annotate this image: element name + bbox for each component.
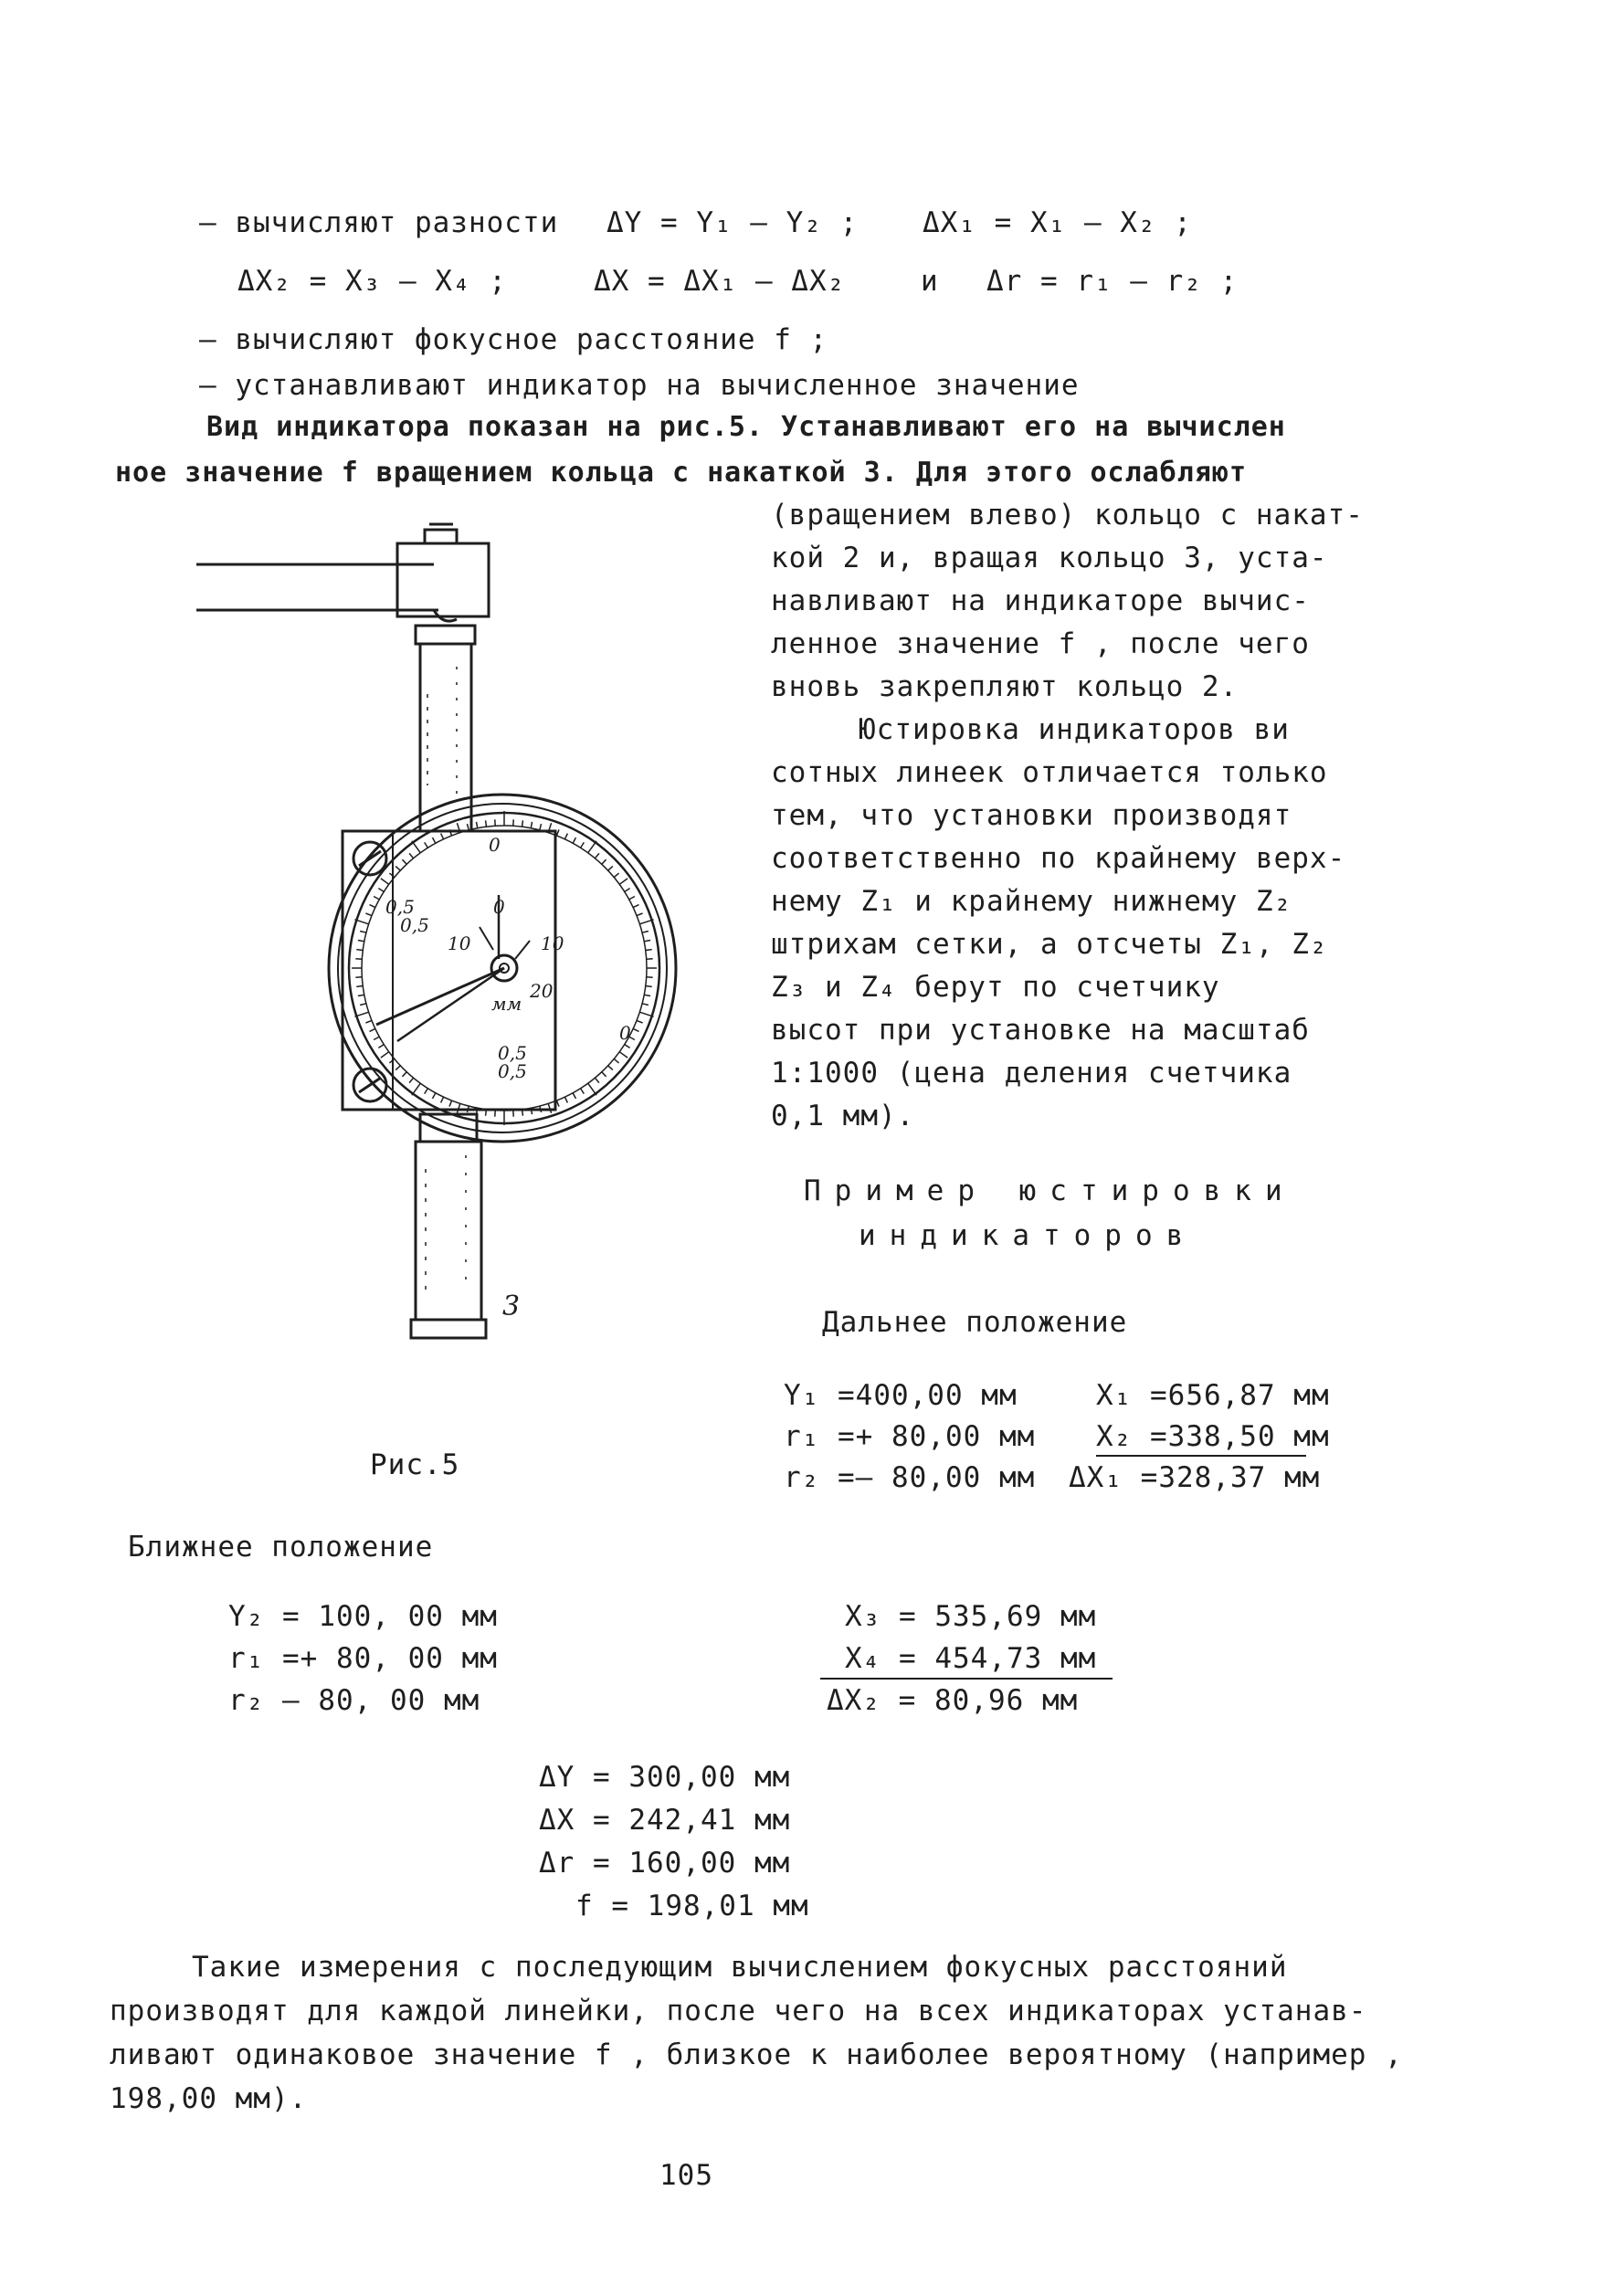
dial-tick (381, 879, 389, 884)
dial-tick (608, 866, 613, 870)
closing-line-4: 198,00 мм). (110, 2082, 308, 2115)
intro-line-5: Вид индикатора показан на рис.5. Устанавливают его на вычислен (206, 411, 1286, 443)
right-col-line-11: штрихам сетки, а отсчеты Z₁, Z₂ (771, 928, 1328, 961)
dial-tick (633, 905, 638, 908)
dial-tick (642, 931, 649, 932)
dial-tick (625, 1045, 630, 1048)
dial-tick (395, 866, 400, 870)
dial-tick (432, 837, 435, 843)
formula-delta-x2: ΔX₂ = X₃ – X₄ ; (237, 265, 507, 298)
dial-tick (409, 1078, 413, 1082)
closing-line-2: производят для каждой линейки, после чего на всех индикаторах устанав- (110, 1995, 1367, 2027)
dial-tick (637, 913, 643, 916)
dial-tick (633, 1028, 638, 1031)
near-left-1: Y₂ = 100, 00 мм (228, 1600, 498, 1633)
dial-tick (540, 824, 542, 830)
indicator-figure (183, 511, 694, 1388)
right-col-line-13: высот при установке на масштаб (771, 1014, 1310, 1047)
dial-label-10-right: 10 (541, 932, 564, 954)
dial-tick (588, 841, 596, 853)
right-col-line-6: Юстировка индикаторов ви (859, 713, 1290, 746)
dial-tick (486, 1110, 487, 1116)
dial-tick (564, 1097, 567, 1102)
dial-tick (522, 1110, 523, 1116)
dial-tick (425, 842, 428, 848)
dial-tick (370, 905, 375, 908)
dial-label-mm: мм (491, 993, 522, 1015)
dial-tick (625, 889, 630, 892)
dial-label-left-2: 0,5 (400, 914, 429, 936)
dial-label-top: 0 (489, 834, 501, 856)
intro-line-6: ное значение f вращением кольца с накаткой 3. Для этого ослабляют (115, 457, 1247, 489)
dial-tick (573, 1093, 575, 1099)
dial-tick (531, 822, 532, 828)
dial-tick (556, 829, 559, 836)
dial-tick (476, 822, 477, 828)
dial-tick (588, 1083, 596, 1095)
right-col-line-14: 1:1000 (цена деления счетчика (771, 1057, 1292, 1090)
closing-line-1: Такие измерения с последующим вычислением фокусных расстояний (192, 1951, 1288, 1984)
formula-delta-y: ΔY = Y₁ – Y₂ ; (606, 206, 859, 239)
far-position-label: Дальнее положение (822, 1306, 1128, 1339)
dial-tick (412, 1083, 420, 1095)
far-left-1: Y₁ =400,00 мм (784, 1379, 1018, 1412)
near-right-2: X₄ = 454,73 мм (845, 1642, 1097, 1675)
dial-tick (378, 889, 384, 892)
dial-label-zero-inner: 0 (493, 896, 505, 918)
clamp-screw (425, 530, 457, 543)
dial-tick (581, 1089, 585, 1094)
result-delta-y: ΔY = 300,00 мм (539, 1761, 791, 1794)
near-position-label: Ближнее положение (128, 1531, 434, 1564)
dial-label-20: 20 (530, 980, 554, 1002)
dial-tick (395, 1066, 400, 1070)
dial-label-right-zero: 0 (619, 1022, 631, 1044)
dial-tick (441, 834, 444, 839)
dial-tick (644, 940, 650, 941)
right-col-line-15: 0,1 мм). (771, 1100, 915, 1132)
right-col-line-2: кой 2 и, вращая кольцо 3, уста- (771, 542, 1328, 574)
near-right-3: ΔX₂ = 80,96 мм (827, 1684, 1079, 1717)
dial-tick (370, 1028, 375, 1031)
dial-tick (467, 1106, 469, 1112)
dial-tick (356, 950, 363, 951)
figure-caption: Рис.5 (370, 1448, 460, 1481)
dial-label-bottom-2: 0,5 (498, 1060, 527, 1082)
page-number: 105 (659, 2159, 713, 2192)
intro-line-4: – устанавливают индикатор на вычисленное значение (199, 369, 1080, 402)
dial-tick (467, 824, 469, 830)
dial-tick (441, 1097, 444, 1102)
dial-tick (360, 931, 366, 932)
near-left-3: r₂ – 80, 00 мм (228, 1684, 480, 1717)
clamp-block (397, 543, 489, 616)
dial-tick (614, 873, 618, 877)
dial-tick (608, 1066, 613, 1070)
intro-line-3: – вычисляют фокусное расстояние f ; (199, 323, 828, 356)
dial-tick (356, 986, 363, 987)
dial-tick (402, 1072, 406, 1077)
dial-tick (374, 1037, 379, 1039)
dial-tick (637, 1020, 643, 1023)
formula-delta-x: ΔX = ΔX₁ – ΔX₂ (594, 265, 846, 298)
result-f: f = 198,01 мм (575, 1890, 809, 1922)
dial-tick (360, 1004, 366, 1006)
example-heading-line-1: Пример юстировки (804, 1174, 1296, 1207)
dial-tick (402, 859, 406, 864)
dial-tick (486, 820, 487, 827)
dial-tick (374, 896, 379, 899)
right-col-line-4: ленное значение f , после чего (771, 627, 1310, 660)
dial-tick (556, 1101, 559, 1107)
far-left-3: r₂ =– 80,00 мм (784, 1461, 1036, 1494)
result-delta-x: ΔX = 242,41 мм (539, 1804, 791, 1837)
dial-tick (642, 1004, 649, 1006)
dial-tick (432, 1093, 435, 1099)
figure-callout-3: 3 (502, 1290, 521, 1322)
dial-tick (646, 950, 652, 951)
right-col-line-8: тем, что установки производят (771, 799, 1292, 832)
dial-tick (573, 837, 575, 843)
closing-line-3: ливают одинаковое значение f , близкое к наиболее вероятному (например , (110, 2038, 1403, 2071)
dial-tick (365, 913, 372, 916)
right-col-line-7: сотных линеек отличается только (771, 756, 1328, 789)
dial-tick (564, 834, 567, 839)
dial-tick (619, 1052, 627, 1058)
lower-tip (411, 1320, 486, 1338)
formula-delta-x1: ΔX₁ = X₁ – X₂ ; (923, 206, 1192, 239)
dial-tick (449, 1101, 452, 1107)
near-right-1: X₃ = 535,69 мм (845, 1600, 1097, 1633)
right-col-line-9: соответственно по крайнему верх- (771, 842, 1346, 875)
near-left-2: r₁ =+ 80, 00 мм (228, 1642, 498, 1675)
far-left-2: r₁ =+ 80,00 мм (784, 1420, 1036, 1453)
dial-tick (602, 859, 606, 864)
dial-tick (646, 986, 652, 987)
far-right-3: ΔX₁ =328,37 мм (1069, 1461, 1321, 1494)
result-delta-r: Δr = 160,00 мм (539, 1847, 791, 1880)
dial-tick (412, 841, 420, 853)
right-col-line-12: Z₃ и Z₄ берут по счетчику (771, 971, 1220, 1004)
dial-label-bottom-1: 0,5 (498, 1042, 527, 1064)
dial-tick (365, 1020, 372, 1023)
right-col-line-5: вновь закрепляют кольцо 2. (771, 670, 1239, 703)
long-hand (376, 968, 504, 1025)
dial-tick (522, 820, 523, 827)
dial-tick (602, 1072, 606, 1077)
right-col-line-1: (вращением влево) кольцо с накат- (771, 499, 1364, 532)
dial-tick (425, 1089, 428, 1094)
right-col-line-10: нему Z₁ и крайнему нижнему Z₂ (771, 885, 1292, 918)
dial-tick (595, 1078, 598, 1082)
right-col-line-3: навливают на индикаторе вычис- (771, 585, 1310, 617)
dial-tick (581, 842, 585, 848)
dial-tick (378, 1045, 384, 1048)
dial-tick (358, 940, 364, 941)
dial-tick (595, 853, 598, 858)
dial-tick (540, 1106, 542, 1112)
formula-and-word: и (921, 265, 939, 298)
dial-tick (619, 879, 627, 884)
far-right-2: X₂ =338,50 мм (1096, 1420, 1330, 1453)
dial-tick (409, 853, 413, 858)
dial-tick (381, 1052, 389, 1058)
dial-tick (629, 896, 635, 899)
dial-tick (614, 1058, 618, 1062)
example-heading-line-2: индикаторов (859, 1219, 1197, 1252)
dial-label-left-1: 0,5 (385, 896, 415, 918)
far-right-1: X₁ =656,87 мм (1096, 1379, 1330, 1412)
formula-delta-r: Δr = r₁ – r₂ ; (986, 265, 1239, 298)
upper-collar (416, 626, 475, 644)
dial-label-10-left: 10 (448, 932, 471, 954)
formula-line-1-prefix: – вычисляют разности (199, 206, 559, 239)
